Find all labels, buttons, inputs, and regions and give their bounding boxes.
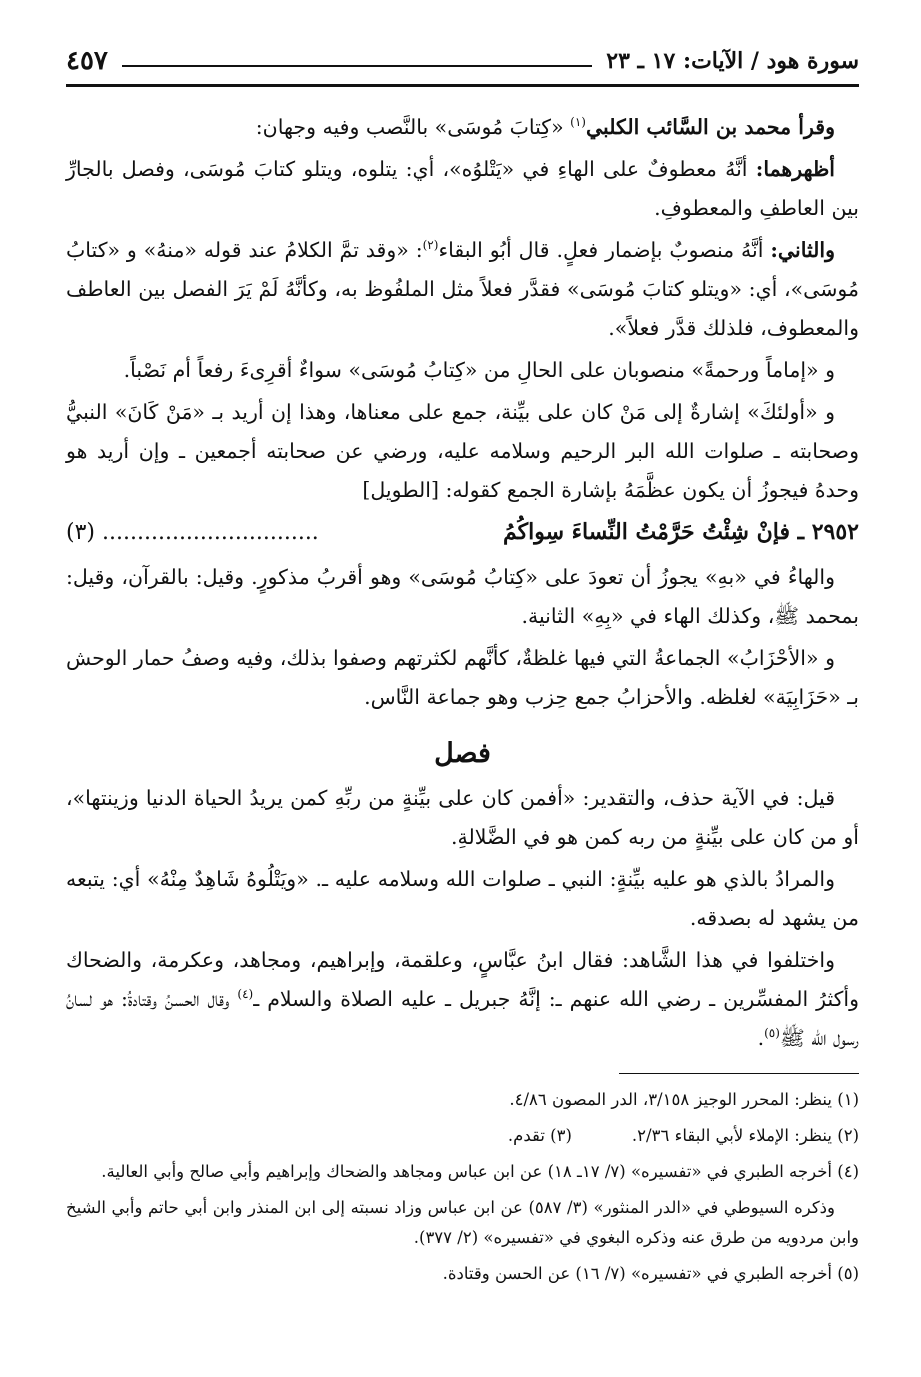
paragraph-1 xyxy=(66,108,859,147)
section-heading: فصل xyxy=(434,738,491,769)
footnote-ref-1: (١) xyxy=(570,115,586,130)
footnote-separator xyxy=(619,1073,859,1074)
main-text xyxy=(66,108,859,1061)
paragraph-8 xyxy=(66,779,859,857)
page-number: ٤٥٧ xyxy=(66,46,108,76)
footnote-4-continued: وذكره السيوطي في «الدر المنثور» (٣/ ٥٨٧) عن ابن عباس وزاد نسبته إلى ابن المنذر وابن أبي حاتم وأبي الشيخ وابن مردويه من طرق عنه وذكره البغوي في «تفسيره» (٢/ ٣٧٧). xyxy=(66,1198,859,1247)
footnote-3: (٣) تقدم. xyxy=(507,1126,572,1145)
paragraph-10-text-a: واختلفوا في هذا الشَّاهد: فقال ابنُ عبَّاسٍ، وعلقمة، وإبراهيم، ومجاهد، وعكرمة، والضحاك وأكثرُ المفسِّرين ـ رضي الله عنهم ـ: إنَّهُ جبريل ـ عليه الصلاة والسلام ـ xyxy=(66,948,859,1011)
paragraph-4-text: و «إماماً ورحمةً» منصوبان على الحالِ من «كِتابُ مُوسَى» سواءٌ أقرِىءَ رفعاً أم نَصْباً. xyxy=(123,358,835,382)
poetry-verse xyxy=(66,513,859,552)
paragraph-3-text-a: أنَّهُ منصوبٌ بإضمار فعلٍ. قال أبُو البقاء xyxy=(438,238,764,262)
paragraph-7 xyxy=(66,639,859,717)
paragraph-3-lead: والثاني: xyxy=(770,238,835,262)
footnote-row-2-3 xyxy=(66,1121,859,1151)
verse-dots xyxy=(66,513,319,552)
paragraph-4 xyxy=(66,351,859,390)
paragraph-8-text: قيل: في الآية حذف، والتقدير: «أفمن كان على بيِّنةٍ من ربِّهِ كمن يريدُ الحياة الدنيا وزينتها»، أو من كان على بيِّنةٍ من ربه كمن هو في الضَّلالةِ. xyxy=(66,786,859,849)
verse-dot-leader: ............................... xyxy=(102,520,319,545)
footnote-1: (١) ينظر: المحرر الوجيز ٣/١٥٨، الدر المصون ٤/٨٦. xyxy=(509,1090,859,1109)
page-header xyxy=(66,38,859,87)
footnote-5: (٥) أخرجه الطبري في «تفسيره» (٧/ ١٦) عن الحسن وقتادة. xyxy=(442,1264,859,1283)
footnote-4: (٤) أخرجه الطبري في «تفسيره» (٧/ ١٧ـ ١٨) عن ابن عباس ومجاهد والضحاك وإبراهيم وأبي صالح وأبي العالية. xyxy=(101,1162,859,1181)
paragraph-10-text-c: . xyxy=(757,1026,765,1050)
paragraph-6-text: والهاءُ في «بهِ» يجوزُ أن تعودَ على «كِتابُ مُوسَى» وهو أقربُ مذكورٍ. وقيل: بالقرآن، وقيل: بمحمد ﷺ، وكذلك الهاء في «بِهِ» الثانية. xyxy=(66,565,859,628)
paragraph-2 xyxy=(66,150,859,228)
paragraph-3-text-b: : «وقد تمَّ الكلامُ عند قوله «منهُ» و «كتابُ مُوسَى»، أي: «ويتلو كتابَ مُوسَى» فقدَّر فعلاً مثل الملفُوظ به، وكأنَّهُ لَمْ يَرَ الفصل بين العاطف والمعطوف، فلذلك قدَّر فعلاً». xyxy=(66,238,859,340)
footnote-ref-4: (٤) xyxy=(237,987,254,1002)
footnote-ref-5: (٥) xyxy=(764,1026,780,1041)
header-leader-line xyxy=(122,65,592,67)
paragraph-9-text: والمرادُ بالذي هو عليه بيِّنةٍ: النبي ـ صلوات الله وسلامه عليه ـ. «ويَتْلُوهُ شَاهِدٌ مِنْهُ» أي: يتبعه من يشهد له بصدقه. xyxy=(66,867,859,930)
paragraph-5-text: و «أولئكَ» إشارةٌ إلى مَنْ كان على بيِّنة، جمع على معناها، وهذا إن أريد بـ «مَنْ كَانَ» النبيُّ وصحابته ـ صلوات الله البر الرحيم وسلامه عليه، ورضي عن صحابته أجمعين ـ وإن أريد هو وحدهُ فيجوزُ أن يكون عظَّمَهُ بإشارة الجمع كقوله: [الطويل] xyxy=(66,400,859,502)
running-title: سورة هود / الآيات: ١٧ ـ ٢٣ xyxy=(606,48,859,74)
paragraph-9 xyxy=(66,860,859,938)
paragraph-6 xyxy=(66,558,859,636)
verse-footnote-ref: (٣) xyxy=(66,520,96,545)
paragraph-3 xyxy=(66,231,859,348)
paragraph-1-lead: وقرأ محمد بن السَّائب الكلبي xyxy=(585,115,835,139)
paragraph-10-text-b: وقال الحسنُ وقتادةُ: هو لسانُ رسول الله ﷺ xyxy=(66,987,859,1050)
paragraph-7-text: و «الأحْزَابُ» الجماعةُ التي فيها غلظةٌ، كأنَّهم لكثرتهم وصفوا بذلك، وفيه وصفُ حمار الوحش بـ «حَزَابِيَة» لغلظه. والأحزابُ جمع حِزب وهو جماعة النَّاس. xyxy=(66,646,859,709)
verse-text: ٢٩٥٢ ـ فإنْ شِئْتُ حَرَّمْتُ النِّساءَ سِواكُمُ xyxy=(503,519,859,545)
paragraph-2-lead: أظهرهما: xyxy=(755,157,835,181)
paragraph-5 xyxy=(66,393,859,510)
footnote-ref-2: (٢) xyxy=(422,238,439,253)
paragraph-10 xyxy=(66,941,859,1058)
footnote-2: (٢) ينظر: الإملاء لأبي البقاء ٢/٣٦. xyxy=(631,1126,859,1145)
footnotes xyxy=(66,1085,859,1295)
paragraph-2-text: أنَّهُ معطوفٌ على الهاءِ في «يَتْلوُه»، أي: يتلوه، ويتلو كتابَ مُوسَى، وفصل بالجارِّ بين العاطفِ والمعطوفِ. xyxy=(66,157,859,220)
paragraph-1-text: «كِتابَ مُوسَى» بالنَّصب وفيه وجهان: xyxy=(255,115,564,139)
